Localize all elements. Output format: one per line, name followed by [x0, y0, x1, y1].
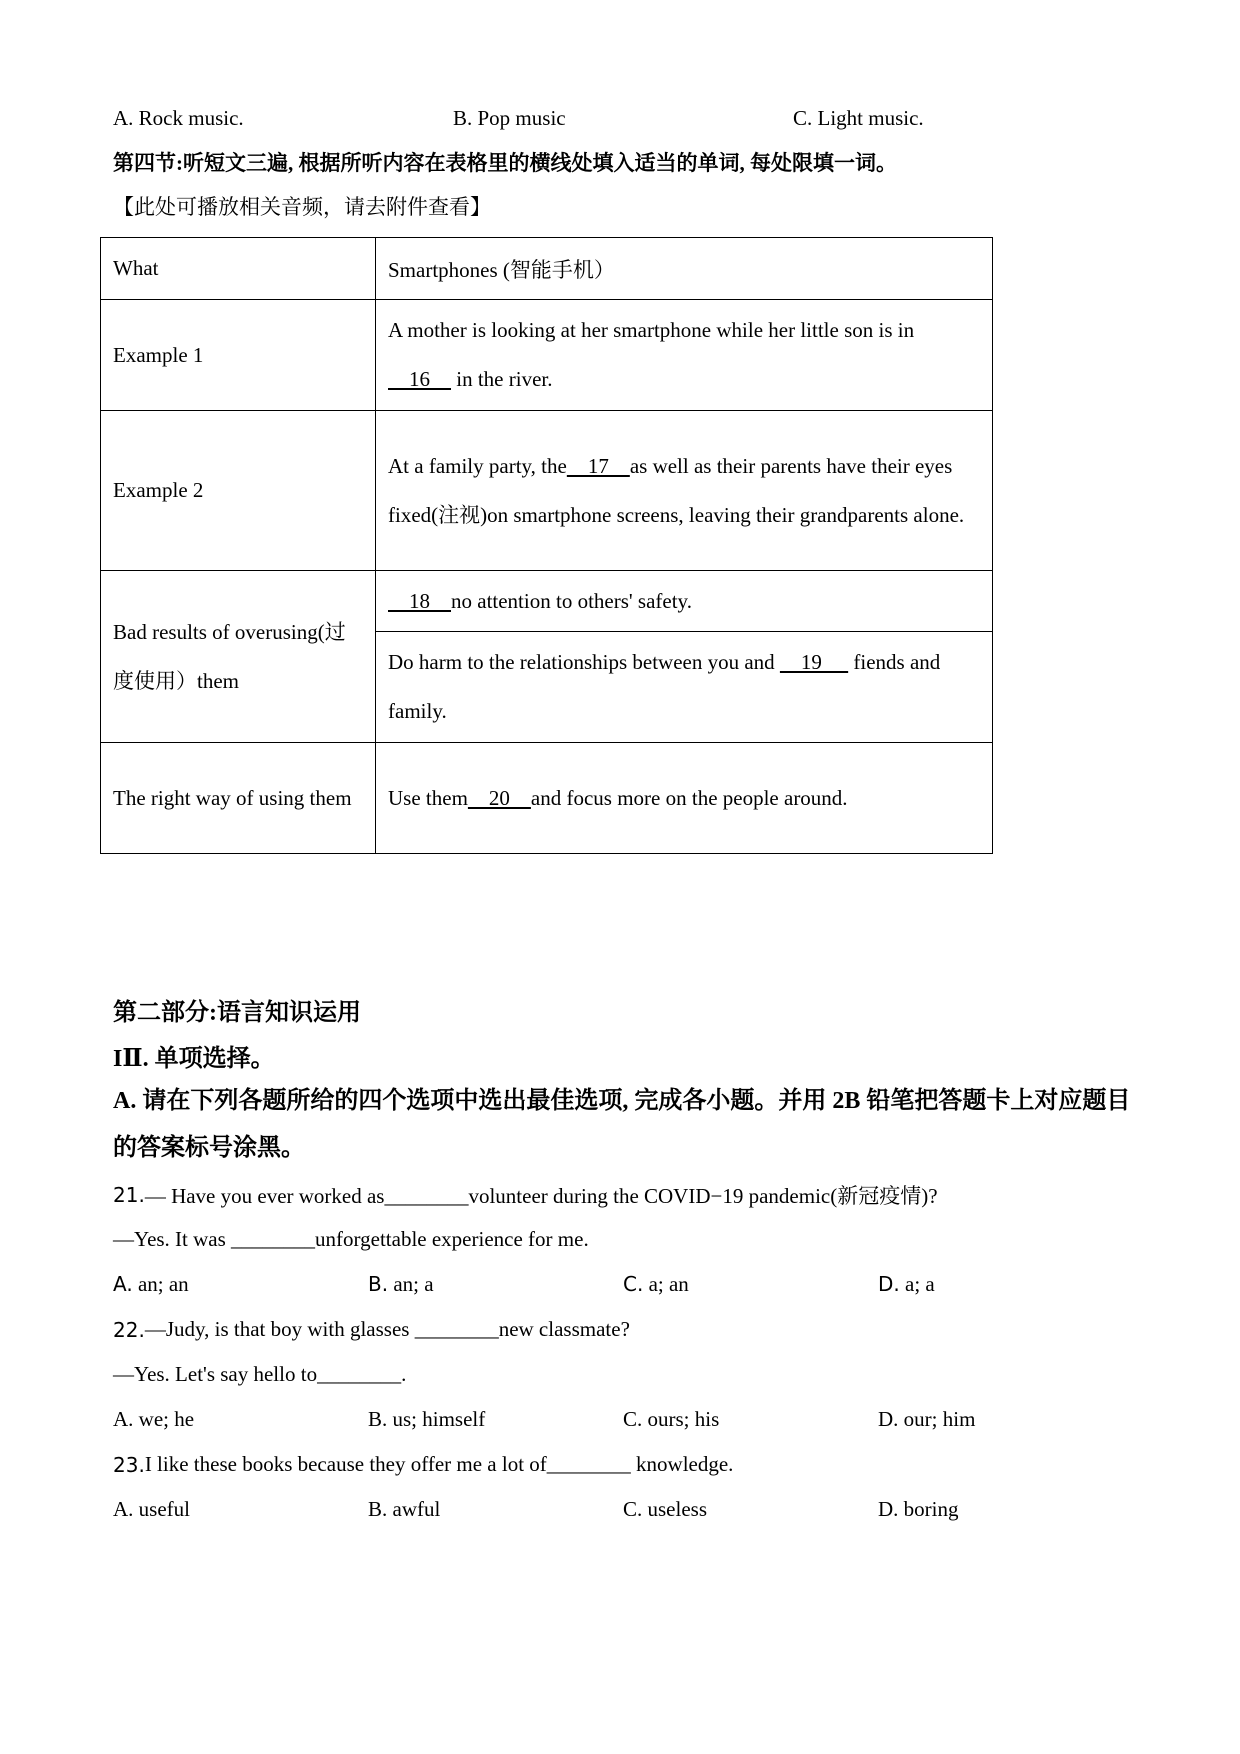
question-line [113, 1172, 1133, 1217]
option-b: B. Pop music [453, 105, 566, 130]
table-cell-value [376, 743, 993, 854]
option-d[interactable]: D. boring [878, 1497, 959, 1521]
text: fiends and family. [388, 650, 941, 723]
part2-section [113, 986, 1133, 1532]
question-number: 21. [113, 1182, 145, 1207]
text: in the river. [451, 367, 553, 391]
option-letter: C. [623, 1272, 644, 1296]
table-cell-key: Bad results of overusing(过度使用）them [101, 571, 376, 743]
page-top [113, 96, 1133, 228]
question-23 [113, 1442, 1133, 1532]
question-number: 22. [113, 1317, 145, 1342]
option-a[interactable]: A. useful [113, 1497, 190, 1521]
text: At a family party, the [388, 453, 567, 478]
text: Do harm to the relationships between you and [388, 650, 780, 674]
question-line: —Yes. Let's say hello to________. [113, 1362, 407, 1386]
table-cell-value [376, 300, 993, 411]
option-a[interactable] [113, 1272, 368, 1297]
option-text: a; an [643, 1272, 689, 1296]
table-cell-key: The right way of using them [101, 743, 376, 854]
text: as well as their parents have their eyes fixed(注视)on smartphone screens, leaving their grandparents alone. [388, 453, 965, 527]
option-c: C. Light music. [793, 105, 924, 130]
option-d[interactable]: D. our; him [878, 1407, 976, 1431]
table-cell-key: Example 2 [101, 411, 376, 571]
answer-blank-19[interactable]: 19 [779, 650, 849, 674]
answer-blank-17[interactable]: 17 [566, 453, 630, 478]
option-a[interactable]: A. we; he [113, 1407, 195, 1431]
table-row [101, 571, 993, 632]
option-b[interactable]: B. us; himself [368, 1407, 486, 1431]
text: Use them [388, 785, 468, 810]
table-cell-value [376, 411, 993, 571]
options-row [113, 1262, 1133, 1307]
option-b[interactable] [368, 1272, 623, 1297]
option-c[interactable] [623, 1272, 878, 1297]
option-text: a; a [899, 1272, 935, 1296]
answer-blank-16[interactable]: 16 [388, 367, 451, 391]
table-row [101, 238, 993, 300]
option-c[interactable]: C. useless [623, 1497, 707, 1521]
table-cell-key: What [101, 238, 376, 300]
option-d[interactable] [878, 1272, 1133, 1297]
answer-blank-18[interactable]: 18 [388, 588, 451, 613]
answer-blank-20[interactable]: 20 [467, 785, 531, 810]
question-line [113, 1307, 1133, 1352]
option-c[interactable]: C. ours; his [623, 1407, 720, 1431]
part-title: 第二部分:语言知识运用 [113, 999, 361, 1026]
table-cell-key: Example 1 [101, 300, 376, 411]
option-a: A. Rock music. [113, 105, 244, 130]
table-row [101, 300, 993, 411]
table-row [101, 743, 993, 854]
section4-title: 第四节:听短文三遍, 根据所听内容在表格里的横线处填入适当的单词, 每处限填一词。 [113, 151, 897, 175]
question-22 [113, 1307, 1133, 1442]
instructions: A. 请在下列各题所给的四个选项中选出最佳选项, 完成各小题。并用 2B 铅笔把答题卡上对应题目的答案标号涂黑。 [113, 1088, 1131, 1161]
listening-table [100, 237, 993, 854]
text: and focus more on the people around. [530, 785, 848, 810]
question-line: —Yes. It was ________unforgettable experience for me. [113, 1227, 589, 1251]
option-letter: A. [113, 1272, 133, 1296]
question-line [113, 1442, 1133, 1487]
text: A mother is looking at her smartphone while her little son is in [388, 318, 915, 342]
table-row [101, 411, 993, 571]
question-21 [113, 1172, 1133, 1307]
option-b[interactable]: B. awful [368, 1497, 441, 1521]
option-text: an; a [388, 1272, 434, 1296]
question-text: I like these books because they offer me a lot of________ knowledge. [144, 1452, 734, 1476]
table-cell-value: Smartphones (智能手机） [376, 238, 993, 300]
option-letter: D. [878, 1272, 900, 1296]
option-text: an; an [132, 1272, 189, 1296]
option-letter: B. [368, 1272, 389, 1296]
section-title: IⅡ. 单项选择。 [113, 1045, 275, 1072]
options-row [113, 1397, 1133, 1442]
table-cell-value [376, 632, 993, 743]
text: no attention to others' safety. [451, 588, 692, 613]
audio-note: 【此处可播放相关音频，请去附件查看】 [113, 195, 491, 219]
previous-question-options [113, 96, 1133, 140]
question-text: —Judy, is that boy with glasses ________new classmate? [144, 1317, 630, 1341]
options-row [113, 1487, 1133, 1532]
question-number: 23. [113, 1452, 145, 1477]
table-cell-value [376, 571, 993, 632]
question-text: — Have you ever worked as________volunteer during the COVID−19 pandemic(新冠疫情)? [144, 1183, 938, 1208]
